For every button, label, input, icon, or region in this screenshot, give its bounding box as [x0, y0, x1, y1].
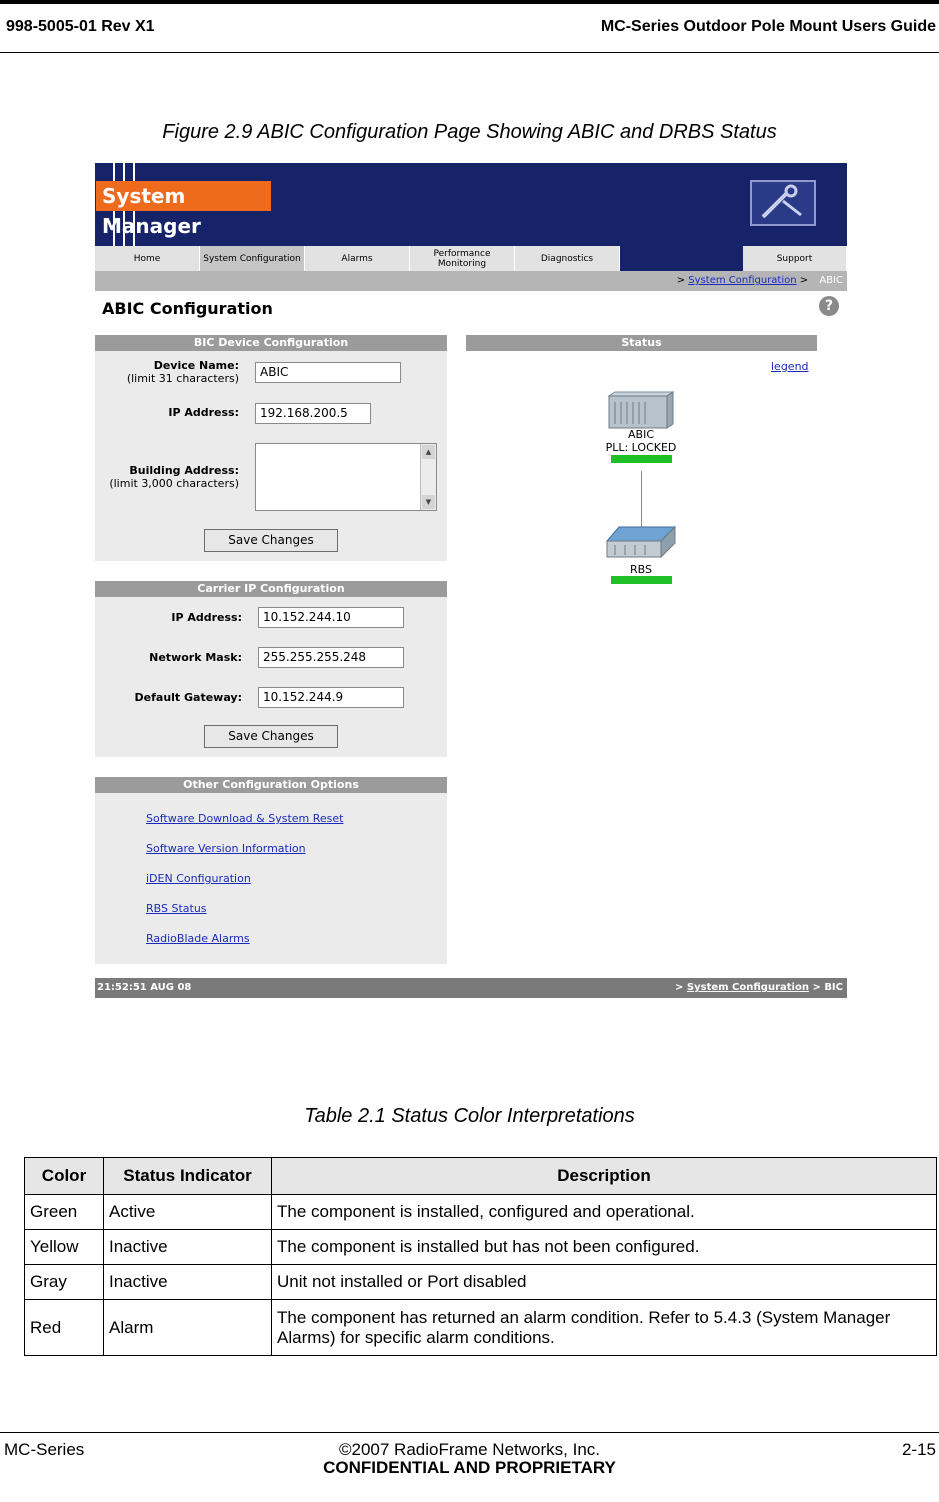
header-top-rule: [0, 0, 939, 4]
ip-address-label: IP Address:: [168, 406, 239, 419]
tools-icon: [749, 179, 817, 227]
table-cell: Active: [104, 1195, 272, 1230]
rbs-label: RBS: [630, 563, 652, 576]
breadcrumb-separator: >: [799, 275, 809, 286]
tab-alarms[interactable]: Alarms: [305, 246, 410, 271]
app-banner: [95, 163, 847, 246]
breadcrumb-system-configuration-link[interactable]: System Configuration: [688, 275, 797, 286]
connection-line: [641, 471, 642, 528]
iden-configuration-link[interactable]: iDEN Configuration: [146, 872, 251, 885]
carrier-ip-field[interactable]: 10.152.244.10: [258, 607, 404, 628]
guide-title: MC-Series Outdoor Pole Mount Users Guide: [600, 18, 936, 35]
rbs-status-bar: [611, 576, 672, 584]
table-row: [25, 1230, 937, 1265]
table-cell: The component is installed, configured and operational.: [272, 1195, 937, 1230]
table-header-row: [25, 1158, 937, 1195]
tab-system-configuration[interactable]: System Configuration: [200, 246, 305, 271]
column-header-status-indicator: Status Indicator: [104, 1158, 272, 1195]
nav-spacer: [620, 246, 743, 271]
footer-system-configuration-link[interactable]: System Configuration: [686, 982, 809, 993]
table-cell: Inactive: [104, 1230, 272, 1265]
header-rule: [0, 52, 939, 53]
table-cell: Red: [25, 1300, 104, 1356]
footer-rule: [0, 1432, 939, 1433]
breadcrumb-separator: >: [812, 982, 821, 993]
tab-diagnostics[interactable]: Diagnostics: [515, 246, 620, 271]
figure-caption: Figure 2.9 ABIC Configuration Page Showing ABIC and DRBS Status: [162, 121, 777, 143]
panel-title: Carrier IP Configuration: [95, 581, 447, 597]
network-mask-label: Network Mask:: [149, 651, 242, 664]
system-manager-logo: System Manager: [96, 181, 271, 211]
status-title: Status: [466, 335, 817, 351]
rbs-device-icon[interactable]: [605, 525, 677, 561]
default-gateway-label: Default Gateway:: [134, 691, 242, 704]
breadcrumb: [95, 271, 847, 291]
footer-confidential: CONFIDENTIAL AND PROPRIETARY: [323, 1458, 616, 1477]
table-cell: The component is installed but has not been configured.: [272, 1230, 937, 1265]
tab-home[interactable]: Home: [95, 246, 200, 271]
footer-product: MC-Series: [4, 1440, 85, 1459]
timestamp: 21:52:51 AUG 08: [97, 982, 192, 993]
radioblade-alarms-link[interactable]: RadioBlade Alarms: [146, 932, 250, 945]
status-color-table: [24, 1157, 937, 1356]
save-changes-button[interactable]: Save Changes: [204, 529, 338, 552]
network-mask-field[interactable]: 255.255.255.248: [258, 647, 404, 668]
table-row: [25, 1265, 937, 1300]
table-row: [25, 1300, 937, 1356]
software-version-link[interactable]: Software Version Information: [146, 842, 306, 855]
footer-copyright: ©2007 RadioFrame Networks, Inc.: [338, 1440, 601, 1459]
table-cell: Inactive: [104, 1265, 272, 1300]
breadcrumb-separator: >: [676, 275, 686, 286]
abic-device-icon[interactable]: [605, 390, 675, 430]
table-cell: The component has returned an alarm condition. Refer to 5.4.3 (System Manager Alarms) for specific alarm conditions.: [272, 1300, 937, 1356]
device-name-field[interactable]: ABIC: [255, 362, 401, 383]
ip-address-field[interactable]: 192.168.200.5: [255, 403, 371, 424]
abic-status-bar: [611, 455, 672, 463]
tab-support[interactable]: Support: [743, 246, 847, 271]
app-status-bar: [95, 978, 847, 998]
legend-link[interactable]: legend: [771, 360, 809, 373]
table-cell: Gray: [25, 1265, 104, 1300]
footer-current: BIC: [824, 982, 843, 993]
other-configuration-options-panel: [95, 777, 447, 964]
abic-label: ABIC: [628, 428, 654, 441]
table-row: [25, 1195, 937, 1230]
panel-title: Other Configuration Options: [95, 777, 447, 793]
table-cell: Yellow: [25, 1230, 104, 1265]
textarea-scrollbar[interactable]: [420, 444, 436, 510]
building-address-label: Building Address: (limit 3,000 characters): [109, 464, 239, 490]
abic-pll-status: PLL: LOCKED: [605, 441, 677, 454]
breadcrumb-separator: >: [675, 982, 684, 993]
help-icon[interactable]: ?: [819, 296, 839, 316]
table-cell: Green: [25, 1195, 104, 1230]
column-header-color: Color: [25, 1158, 104, 1195]
tab-performance-monitoring[interactable]: Performance Monitoring: [410, 246, 515, 271]
bic-device-configuration-panel: [95, 335, 447, 561]
scroll-down-icon[interactable]: ▼: [422, 495, 435, 509]
page-title: ABIC Configuration: [102, 299, 273, 318]
rbs-status-link[interactable]: RBS Status: [146, 902, 207, 915]
table-caption: Table 2.1 Status Color Interpretations: [304, 1105, 635, 1127]
device-name-label: Device Name: (limit 31 characters): [126, 359, 239, 385]
table-cell: Unit not installed or Port disabled: [272, 1265, 937, 1300]
carrier-ip-configuration-panel: [95, 581, 447, 757]
scroll-up-icon[interactable]: ▲: [422, 445, 435, 459]
panel-title: BIC Device Configuration: [95, 335, 447, 351]
page-number: 2-15: [901, 1440, 936, 1459]
default-gateway-field[interactable]: 10.152.244.9: [258, 687, 404, 708]
building-address-textarea[interactable]: [255, 443, 437, 511]
system-manager-screenshot: [95, 163, 847, 1014]
doc-number: 998-5005-01 Rev X1: [6, 18, 155, 35]
software-download-link[interactable]: Software Download & System Reset: [146, 812, 344, 825]
breadcrumb-current: ABIC: [819, 275, 843, 286]
carrier-ip-label: IP Address:: [171, 611, 242, 624]
save-changes-button[interactable]: Save Changes: [204, 725, 338, 748]
table-cell: Alarm: [104, 1300, 272, 1356]
column-header-description: Description: [272, 1158, 937, 1195]
